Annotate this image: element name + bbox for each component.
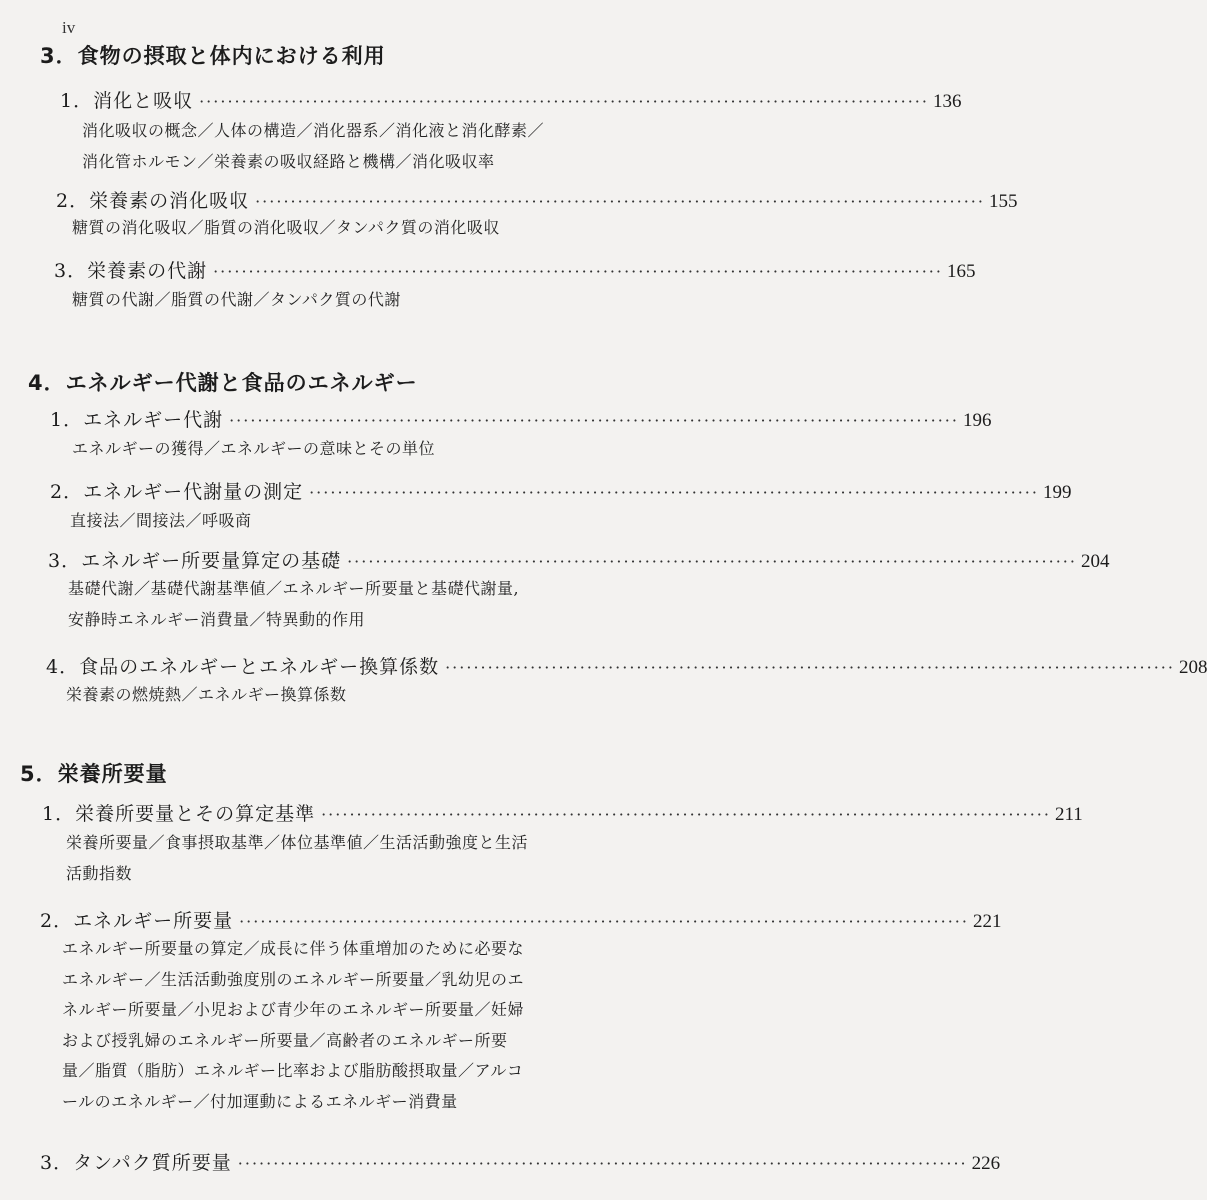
- leader-dots: ·······································································································: [239, 912, 969, 931]
- desc-line: および授乳婦のエネルギー所要量／高齢者のエネルギー所要: [62, 1030, 508, 1050]
- toc-entry-label: 3．栄養素の代謝: [54, 260, 208, 282]
- desc-line: 量／脂質（脂肪）エネルギー比率および脂肪酸摂取量／アルコ: [62, 1061, 524, 1080]
- toc-entry-label: 1．栄養所要量とその算定基準: [42, 803, 316, 825]
- toc-entry-desc: [72, 434, 435, 465]
- desc-line: エネルギーの獲得／エネルギーの意味とその単位: [72, 439, 436, 458]
- desc-line: ネルギー所要量／小児および青少年のエネルギー所要量／妊婦: [62, 1000, 525, 1019]
- toc-entry[interactable]: [56, 186, 1018, 213]
- toc-entry-desc: [66, 828, 528, 889]
- toc-entry[interactable]: [42, 799, 1083, 826]
- toc-entry-label: 2．栄養素の消化吸収: [56, 190, 250, 212]
- toc-entry[interactable]: [40, 906, 1002, 933]
- desc-line: 糖質の消化吸収／脂質の消化吸収／タンパク質の消化吸収: [72, 218, 500, 237]
- toc-entry[interactable]: [46, 652, 1207, 679]
- toc-entry-desc: [72, 213, 500, 244]
- toc-entry-desc: [66, 680, 347, 711]
- page-number: iv: [62, 18, 76, 37]
- toc-entry-label: 3．エネルギー所要量算定の基礎: [48, 550, 342, 572]
- desc-line: 栄養素の燃焼熱／エネルギー換算係数: [66, 685, 347, 704]
- toc-entry[interactable]: [50, 477, 1072, 504]
- toc-entry-page: 221: [972, 911, 1002, 932]
- desc-line: 活動指数: [66, 863, 133, 883]
- toc-entry-page: 199: [1042, 482, 1072, 503]
- desc-line: 消化吸収の概念／人体の構造／消化器系／消化液と消化酵素／: [82, 121, 545, 140]
- toc-entry-desc: [70, 506, 252, 537]
- leader-dots: ·······································································································: [255, 192, 985, 211]
- toc-entry-page: 208: [1178, 657, 1207, 678]
- desc-line: エネルギー所要量の算定／成長に伴う体重増加のために必要な: [62, 939, 525, 958]
- desc-line: 栄養所要量／食事摂取基準／体位基準値／生活活動強度と生活: [66, 833, 529, 852]
- toc-entry-page: 196: [962, 410, 992, 431]
- toc-entry-label: 2．エネルギー代謝量の測定: [50, 481, 304, 503]
- toc-entry-page: 136: [932, 91, 962, 112]
- toc-entry-page: 155: [988, 191, 1018, 212]
- leader-dots: ·······································································································: [347, 552, 1077, 571]
- toc-entry[interactable]: [50, 405, 992, 432]
- toc-entry[interactable]: [48, 546, 1110, 573]
- desc-line: エネルギー／生活活動強度別のエネルギー所要量／乳幼児のエ: [62, 969, 525, 989]
- desc-line: 安静時エネルギー消費量／特異動的作用: [68, 609, 366, 629]
- toc-entry-page: 165: [946, 261, 976, 282]
- leader-dots: ·······································································································: [445, 658, 1175, 677]
- leader-dots: ·······································································································: [199, 92, 929, 111]
- leader-dots: ·······································································································: [309, 483, 1039, 502]
- toc-entry-label: 1．エネルギー代謝: [50, 409, 224, 431]
- leader-dots: ·······································································································: [237, 1154, 968, 1173]
- desc-line: ールのエネルギー／付加運動によるエネルギー消費量: [62, 1091, 458, 1111]
- toc-entry-desc: [72, 285, 401, 316]
- desc-line: 消化管ホルモン／栄養素の吸収経路と機構／消化吸収率: [82, 151, 495, 171]
- toc-entry[interactable]: [54, 256, 976, 283]
- section-title: 3．食物の摂取と体内における利用: [40, 44, 386, 68]
- leader-dots: ·······································································································: [321, 805, 1051, 824]
- toc-entry-label: 1．消化と吸収: [60, 90, 194, 112]
- leader-dots: ·······································································································: [229, 411, 959, 430]
- desc-line: 基礎代謝／基礎代謝基準値／エネルギー所要量と基礎代謝量,: [68, 579, 520, 598]
- toc-entry-desc: [68, 574, 519, 635]
- toc-entry[interactable]: [60, 86, 962, 113]
- toc-entry-desc: [82, 116, 544, 177]
- toc-entry-page: 211: [1054, 804, 1083, 825]
- section-title: 4．エネルギー代謝と食品のエネルギー: [28, 371, 418, 395]
- desc-line: 直接法／間接法／呼吸商: [70, 511, 252, 530]
- toc-entry-page: 226: [971, 1153, 1001, 1174]
- toc-entry-label: 4．食品のエネルギーとエネルギー換算係数: [46, 656, 440, 678]
- toc-entry-page: 204: [1080, 551, 1110, 572]
- leader-dots: ·······································································································: [213, 262, 943, 281]
- toc-entry-label: 2．エネルギー所要量: [40, 910, 234, 932]
- toc-entry[interactable]: [40, 1148, 1001, 1175]
- toc-entry-label: 3．タンパク質所要量: [40, 1152, 232, 1174]
- section-title: 5．栄養所要量: [20, 762, 168, 786]
- desc-line: 糖質の代謝／脂質の代謝／タンパク質の代謝: [72, 290, 401, 309]
- toc-entry-desc: [62, 934, 524, 1117]
